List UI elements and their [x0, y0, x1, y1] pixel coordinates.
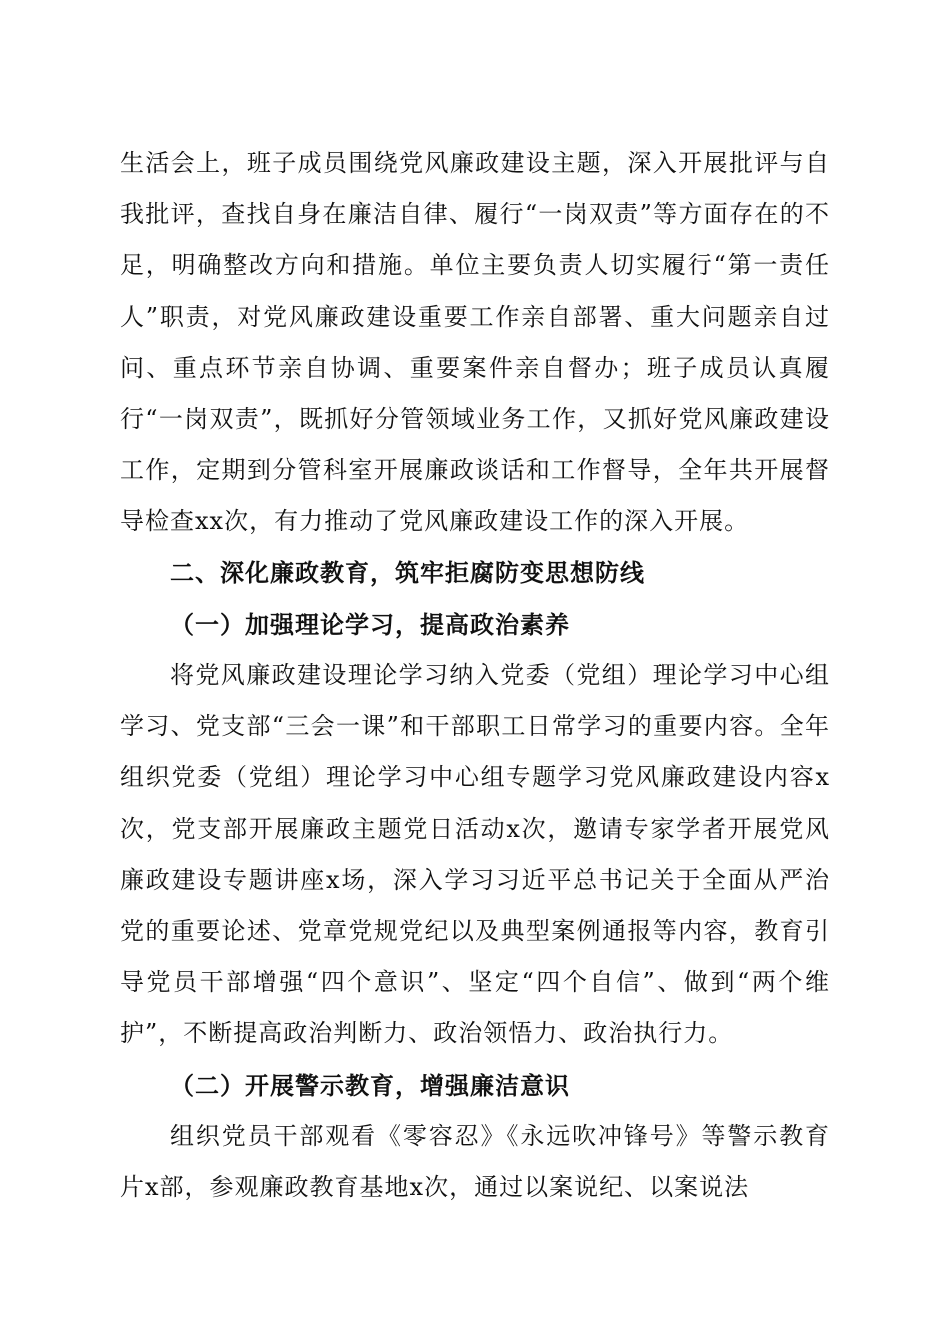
section-heading-2: 二、深化廉政教育，筑牢拒腐防变思想防线 [170, 558, 645, 587]
body-paragraph-warning-education: 组织党员干部观看《零容忍》《永远吹冲锋号》等警示教育片x部，参观廉政教育基地x次，通过以案说纪、以案说法 [120, 1121, 830, 1202]
subsection-heading-1: （一）加强理论学习，提高政治素养 [170, 609, 570, 639]
body-paragraph-theory-study: 将党风廉政建设理论学习纳入党委（党组）理论学习中心组学习、党支部“三会一课”和干部职工日常学习的重要内容。全年组织党委（党组）理论学习中心组专题学习党风廉政建设内容x次，党支部开展廉政主题党日活动x次，邀请专家学者开展党风廉政建设专题讲座x场，深入学习习近平总书记关于全面从严治党的重要论述、党章党规党纪以及典型案例通报等内容，教育引导党员干部增强“四个意识”、坚定“四个自信”、做到“两个维护”，不断提高政治判断力、政治领悟力、政治执行力。 [120, 661, 830, 1048]
document-page [120, 138, 830, 1213]
body-paragraph-continued: 生活会上，班子成员围绕党风廉政建设主题，深入开展批评与自我批评，查找自身在廉洁自律、履行“一岗双责”等方面存在的不足，明确整改方向和措施。单位主要负责人切实履行“第一责任人”职责，对党风廉政建设重要工作亲自部署、重大问题亲自过问、重点环节亲自协调、重要案件亲自督办；班子成员认真履行“一岗双责”，既抓好分管领域业务工作，又抓好党风廉政建设工作，定期到分管科室开展廉政谈话和工作督导，全年共开展督导检查xx次，有力推动了党风廉政建设工作的深入开展。 [120, 149, 830, 536]
subsection-heading-2: （二）开展警示教育，增强廉洁意识 [170, 1070, 570, 1100]
